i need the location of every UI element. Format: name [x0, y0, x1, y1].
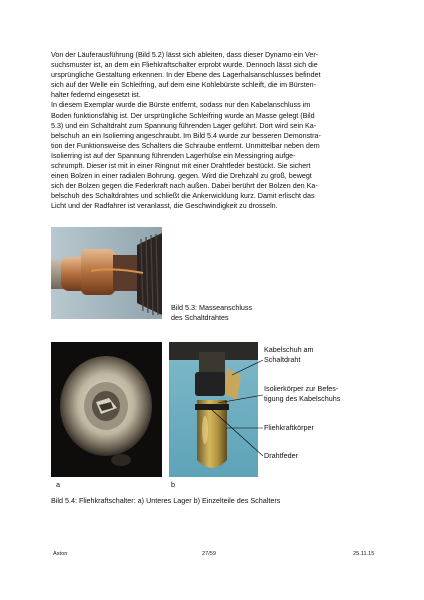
- footer-page-number: 27/59: [202, 551, 216, 557]
- body-line: Boden funktionsfähig ist. Der ursprüngliche Schleifring wurde an Masse gelegt (Bild: [51, 111, 315, 120]
- annotation-line: Kabelschuh am: [264, 345, 314, 354]
- body-line: einen Bolzen in einer radialen Bohrung. gegen. Wird die Drehzahl zu groß, bewegt: [51, 172, 312, 181]
- body-line: In diesem Exemplar wurde die Bürste entfernt, sodass nur den Kabelanschluss im: [51, 101, 311, 110]
- caption-line: Bild 5.3: Masseanschluss: [171, 303, 253, 312]
- figure-5-4-label-b: b: [171, 480, 175, 489]
- figure-5-4-caption: Bild 5.4: Fliehkraftschalter: a) Unteres Lager b) Einzelteile des Schalters: [51, 496, 281, 505]
- body-line: schrumpft. Dieser ist mit in einer Ringnut mit einer Drahtfeder bestückt. Sie sichert: [51, 162, 311, 171]
- figure-5-3-caption: [171, 303, 252, 323]
- figure-5-3-photo: [51, 227, 162, 319]
- annotation-line: Isolierkörper zur Befes-: [264, 384, 339, 393]
- body-line: Von der Läuferausführung (Bild 5.2) lässt sich ableiten, dass dieser Dynamo ein Ver-: [51, 51, 319, 59]
- body-line: suchsmuster ist, an dem ein Fliehkraftschalter erprobt wurde. Dennoch lässt sich die: [51, 61, 318, 70]
- caption-line: des Schaltdrahtes: [171, 313, 229, 322]
- figure-5-4a-photo: [51, 342, 162, 477]
- body-line: belschuh an ein Isolierring angeschraubt. Im Bild 5.4 wurde zur besseren Demonstra-: [51, 131, 321, 140]
- annotation-kabelschuh: [264, 345, 314, 365]
- body-line: Licht und der Radfahrer ist veranlasst, die Geschwindigkeit zu drosseln.: [51, 202, 278, 211]
- annotation-drahtfeder: [264, 451, 298, 461]
- annotation-line: Schaltdraht: [264, 355, 301, 364]
- figure-5-4-label-a: a: [56, 480, 60, 489]
- annotation-fliehkraftkoerper: [264, 423, 314, 433]
- body-line: halter federnd eingesetzt ist.: [51, 91, 141, 100]
- body-line: sich auf der Welle ein Schleifring, auf dem eine Kohlebürste schleift, die im Bürsten-: [51, 81, 316, 90]
- annotation-line: Fliehkraftkörper: [264, 423, 314, 432]
- body-line: sich der Bolzen gegen die Federkraft nach außen. Dabei berührt der Bolzen den Ka-: [51, 182, 318, 191]
- figure-5-4b-photo: [169, 342, 258, 477]
- body-line: belschuh des Schaltdrahtes und schließt die Ankerwicklung kurz. Damit erlischt das: [51, 192, 315, 201]
- footer-date: 25.11.15: [353, 551, 375, 557]
- annotation-line: tigung des Kabelschuhs: [264, 394, 341, 403]
- body-line: ursprüngliche Gestaltung erkennen. In der Ebene des Lagerhalsanschlusses befindet: [51, 71, 321, 80]
- annotation-line: Drahtfeder: [264, 451, 298, 460]
- body-line: 5.3) und ein Schaltdraht zum Spannung führenden Lager geführt. Dort wird sein Ka-: [51, 121, 317, 130]
- footer-left: Aston: [53, 551, 68, 557]
- body-line: Isolierring ist auf der Spannung führenden Lagerhülse ein Messingring aufge-: [51, 151, 296, 160]
- annotation-isolierkoerper: [264, 384, 340, 404]
- body-line: tion der Funktionsweise des Schalters die Schraube entfernt. Unmittelbar neben dem: [51, 141, 320, 150]
- body-paragraph: [51, 50, 375, 212]
